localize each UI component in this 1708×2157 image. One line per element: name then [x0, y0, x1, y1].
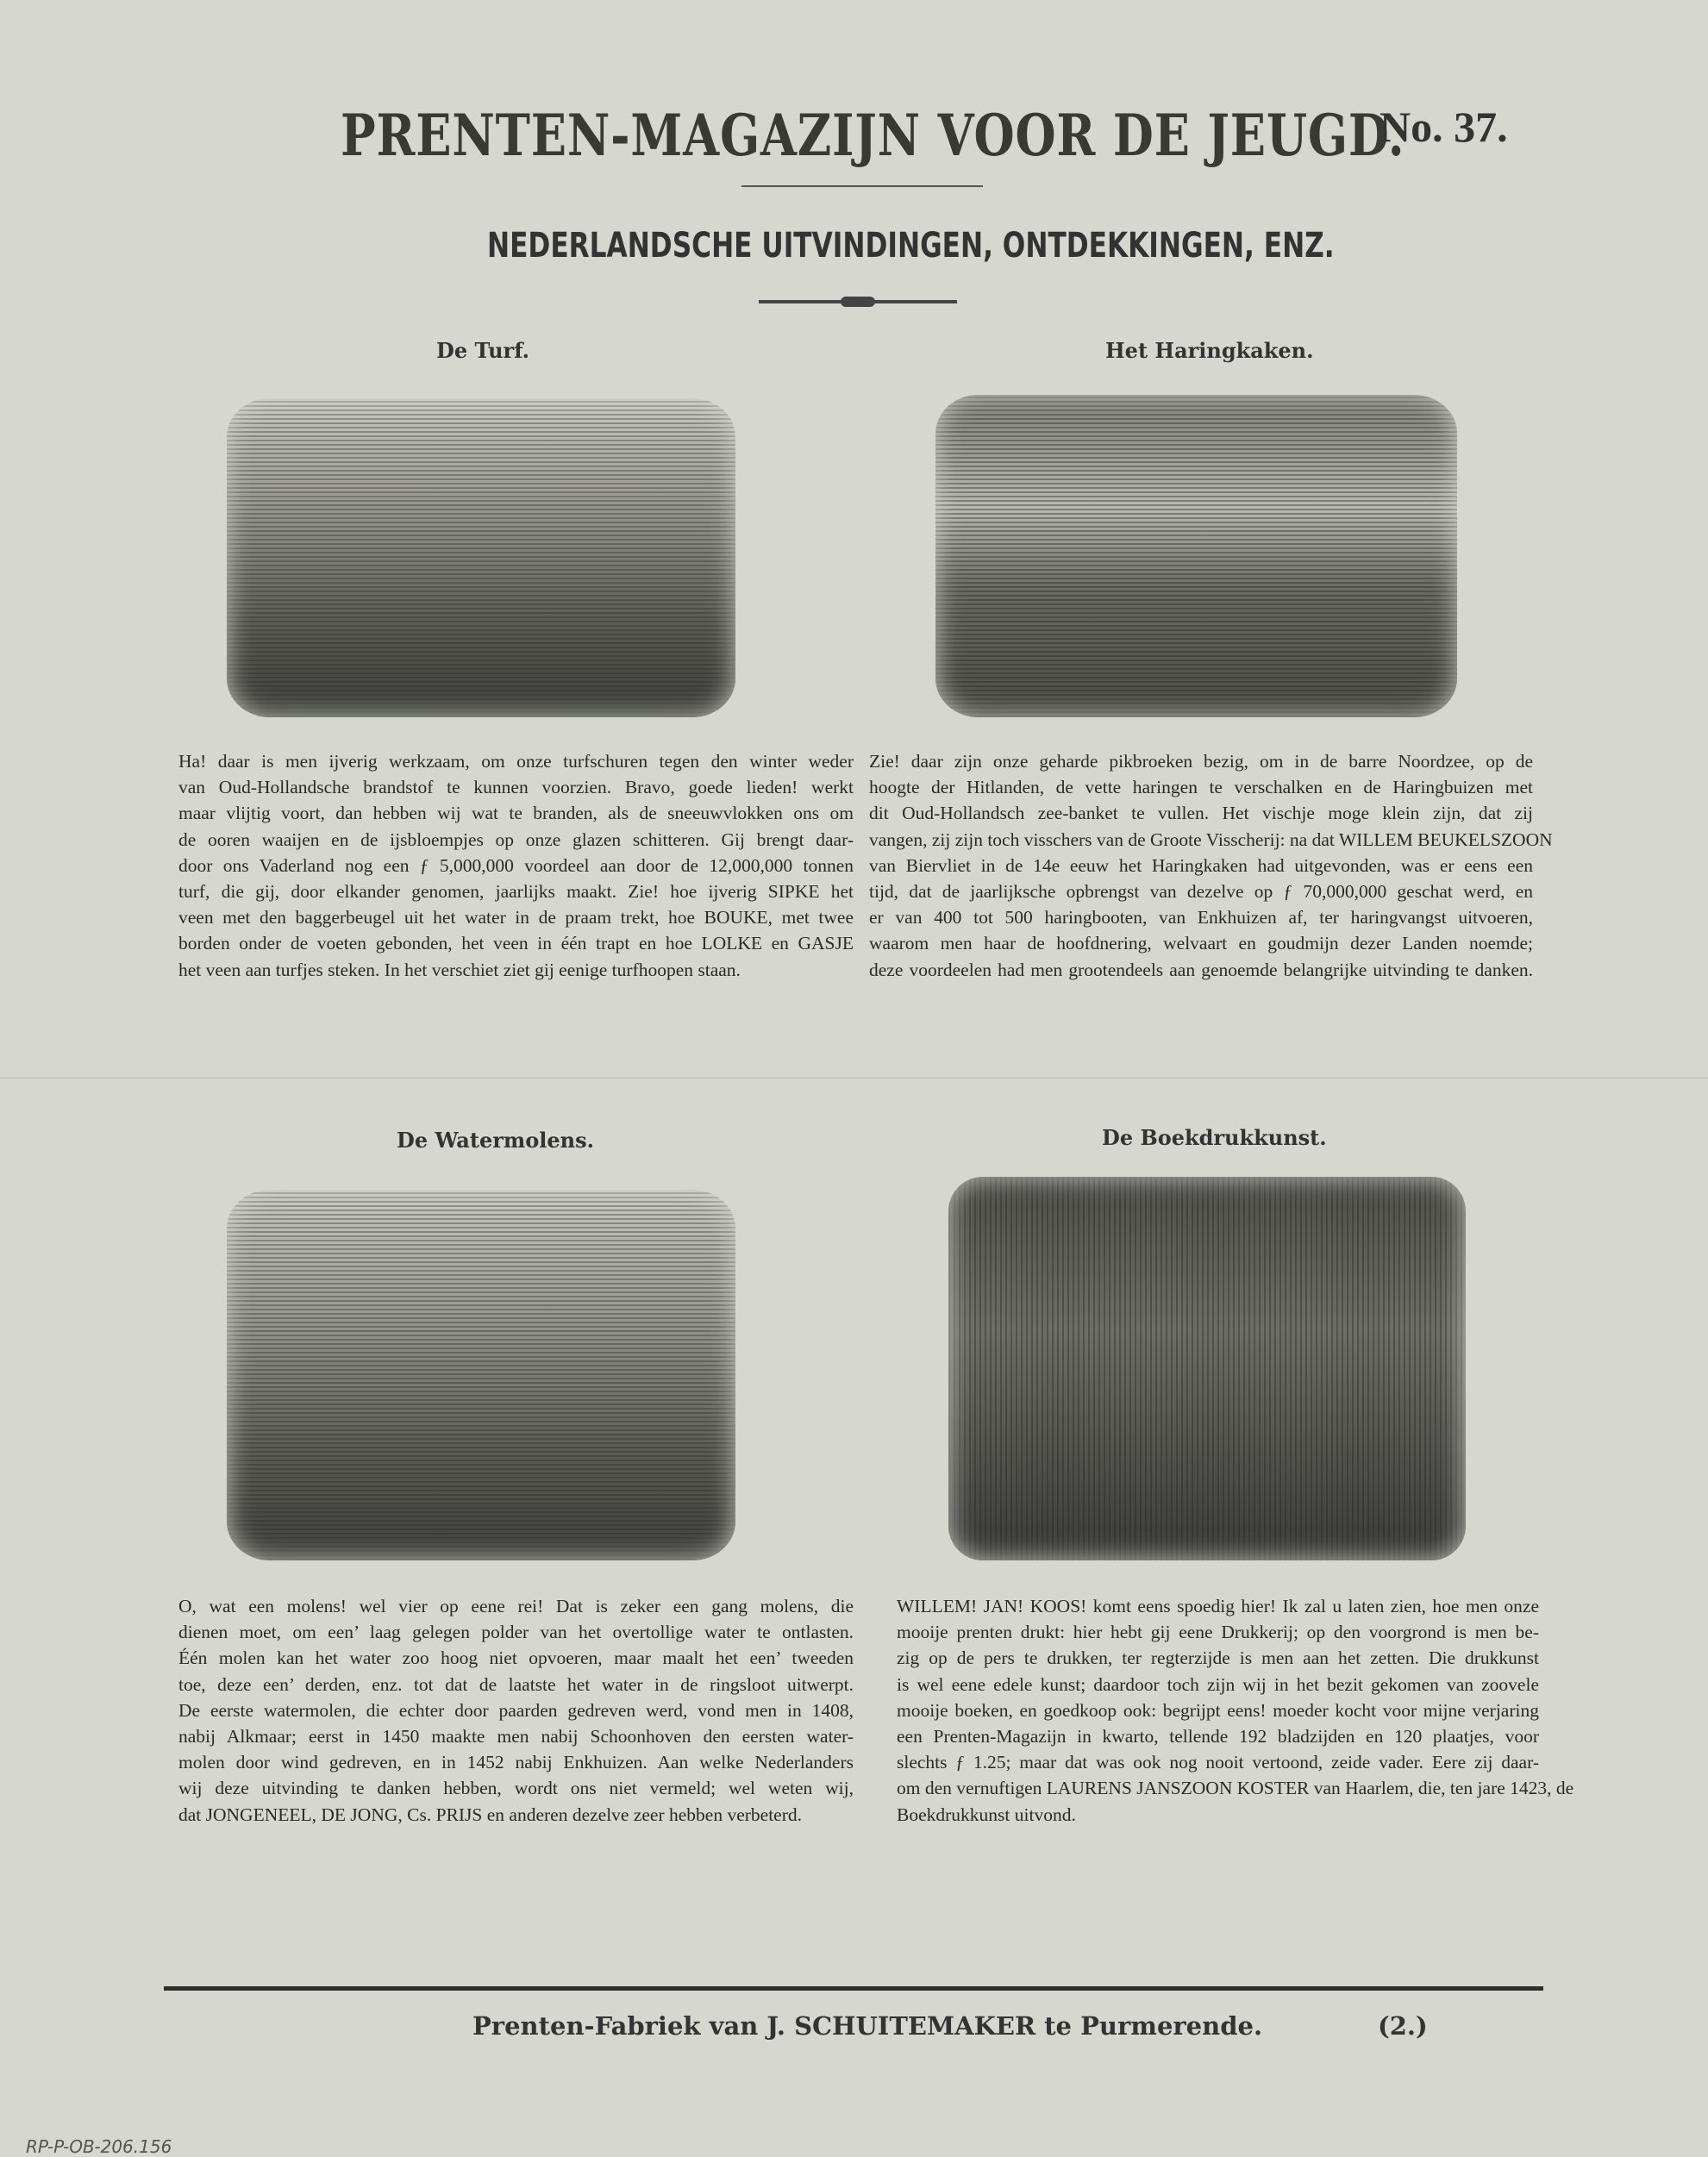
- section-heading-watermolens: De Watermolens.: [397, 1128, 594, 1153]
- text-line: vangen, zij zijn toch visschers van de Groote Visscherij: na dat WILLEM BEUKELSZOON: [869, 828, 1553, 850]
- text-line: waarom men haar de hoofdnering, welvaart en goudmijn dezer Landen noemde;: [869, 933, 1533, 954]
- ornamental-divider: [759, 300, 957, 303]
- printer-imprint: Prenten-Fabriek van J. SCHUITEMAKER te Purmerende.: [472, 2011, 1263, 2041]
- text-line: veen met den baggerbeugel uit het water in de praam trekt, hoe BOUKE, met twee: [178, 907, 854, 928]
- text-line: turf, die gij, door elkander genomen, jaarlijks maakt. Zie! hoe ijverig SIPKE het: [178, 880, 854, 902]
- engraving-windmills: [227, 1190, 735, 1560]
- text-line: O, wat een molens! wel vier op eene rei! Dat is zeker een gang molens, die: [178, 1596, 854, 1616]
- publication-title: PRENTEN-MAGAZIJN VOOR DE JEUGD.: [341, 102, 1405, 169]
- accession-number: RP-P-OB-206.156: [26, 2136, 172, 2157]
- paragraph-watermolens: [178, 1593, 854, 1828]
- paragraph-turf: [178, 748, 854, 983]
- text-line: de ooren waaijen en de ijsbloempjes op onze glazen schitteren. Gij brengt daar-: [178, 828, 854, 850]
- subtitle: NEDERLANDSCHE UITVINDINGEN, ONTDEKKINGEN, ENZ.: [487, 226, 1335, 266]
- engraving-peat-cutting: [227, 398, 735, 717]
- issue-number: No. 37.: [1380, 103, 1508, 151]
- text-line: maar vlijtig voort, dan hebben wij wat te branden, als de sneeuwvlokken ons om: [178, 803, 854, 824]
- text-line: tijd, dat de jaarlijksche opbrengst van dezelve op ƒ 70,000,000 geschat werd, en: [869, 880, 1533, 902]
- text-line: Zie! daar zijn onze geharde pikbroeken bezig, om in de barre Noordzee, op de: [869, 751, 1533, 772]
- text-line: molen door wind gedreven, en in 1452 nabij Enkhuizen. Aan welke Nederlanders: [178, 1752, 854, 1773]
- section-heading-haringkaken: Het Haringkaken.: [1105, 338, 1314, 363]
- text-line: Boekdrukkunst uitvond.: [897, 1804, 1076, 1825]
- text-line: hoogte der Hitlanden, de vette haringen te verschalken en de Haringbuizen met: [869, 777, 1533, 798]
- text-line: een Prenten-Magazijn in kwarto, tellende 192 bladzijden en 120 plaatjes, voor: [897, 1725, 1539, 1747]
- text-line: mooije prenten drukt: hier hebt gij eene Drukkerij; op den voorgrond is men be-: [897, 1622, 1539, 1643]
- text-line: dit Oud-Hollandsch zee-banket te vullen. Het vischje moge klein zijn, dat zij: [869, 803, 1533, 824]
- text-line: dienen moet, om een’ laag gelegen polder van het overtollige water te ontlasten.: [178, 1622, 854, 1643]
- text-line: slechts ƒ 1.25; maar dat was ook nog nooit vertoond, zeide vader. Eere zij daar-: [897, 1752, 1539, 1773]
- text-line: het veen aan turfjes steken. In het verschiet ziet gij eenige turfhoopen staan.: [178, 959, 741, 980]
- engraving-herring-fleet: [935, 395, 1457, 717]
- paragraph-boekdrukkunst: [897, 1593, 1574, 1828]
- text-line: wij deze uitvinding te danken hebben, wordt ons niet vermeld; wel weten wij,: [178, 1778, 854, 1799]
- title-divider: [741, 185, 983, 187]
- text-line: door ons Vaderland nog een ƒ 5,000,000 voordeel aan door de 12,000,000 tonnen: [178, 854, 854, 876]
- text-line: toe, deze een’ derden, enz. tot dat de laatste het water in de ringsloot uitwerpt.: [178, 1673, 854, 1695]
- paragraph-haringkaken: [869, 748, 1553, 983]
- footer-rule: [164, 1986, 1543, 1991]
- text-line: Één molen kan het water zoo hoog niet opvoeren, maar maalt het een’ tweeden: [178, 1647, 854, 1669]
- text-line: Ha! daar is men ijverig werkzaam, om onze turfschuren tegen den winter weder: [178, 751, 854, 772]
- section-heading-turf: De Turf.: [436, 338, 530, 363]
- text-line: zig op de pers te drukken, ter regterzijde is men aan het zetten. Die drukkunst: [897, 1647, 1539, 1669]
- page-number: (2.): [1378, 2011, 1428, 2041]
- text-line: borden onder de voeten gebonden, het veen in één trapt en hoe LOLKE en GASJE: [178, 933, 854, 954]
- text-line: mooije boeken, en goedkoop ook: begrijpt eens! moeder kocht voor mijne verjaring: [897, 1699, 1539, 1721]
- section-heading-boekdrukkunst: De Boekdrukkunst.: [1102, 1125, 1327, 1150]
- text-line: van Biervliet in de 14e eeuw het Haringkaken had uitgevonden, was er eens een: [869, 854, 1533, 876]
- text-line: van Oud-Hollandsche brandstof te kunnen voorzien. Bravo, goede lieden! werkt: [178, 777, 854, 798]
- text-line: is wel eene edele kunst; daardoor toch zijn wij in het bezit gekomen van zoovele: [897, 1673, 1539, 1695]
- text-line: nabij Alkmaar; eerst in 1450 maakte men nabij Schoonhoven den eersten water-: [178, 1725, 854, 1747]
- text-line: er van 400 tot 500 haringbooten, van Enkhuizen af, ter haringvangst uitvoeren,: [869, 907, 1533, 928]
- text-line: dat JONGENEEL, DE JONG, Cs. PRIJS en anderen dezelve zeer hebben verbeterd.: [178, 1804, 803, 1825]
- engraving-printing-shop: [948, 1177, 1466, 1560]
- text-line: deze voordeelen had men grootendeels aan genoemde belangrijke uitvinding te danken.: [869, 959, 1533, 980]
- text-line: om den vernuftigen LAURENS JANSZOON KOSTER van Haarlem, die, ten jare 1423, de: [897, 1778, 1574, 1799]
- text-line: De eerste watermolen, die echter door paarden gedreven werd, vond men in 1408,: [178, 1699, 854, 1721]
- text-line: WILLEM! JAN! KOOS! komt eens spoedig hier! Ik zal u laten zien, hoe men onze: [897, 1596, 1539, 1616]
